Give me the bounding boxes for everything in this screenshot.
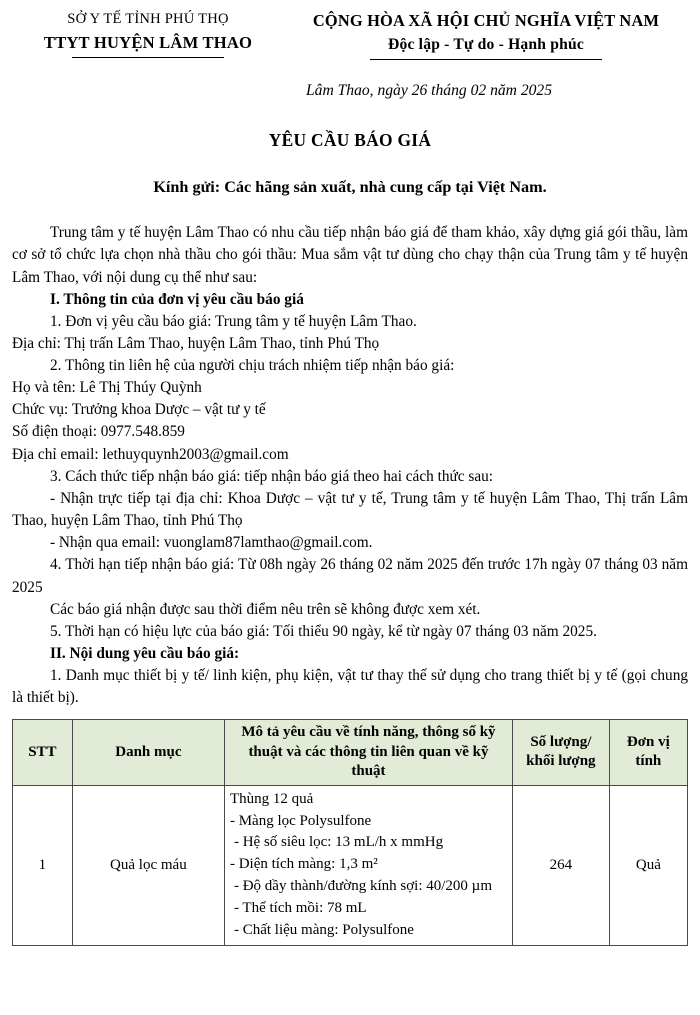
- national-title: CỘNG HÒA XÃ HỘI CHỦ NGHĨA VIỆT NAM: [312, 11, 660, 30]
- document-date-line: Lâm Thao, ngày 26 tháng 02 năm 2025: [305, 82, 553, 100]
- contact-email: Địa chỉ email: lethuyquynh2003@gmail.com: [12, 445, 289, 463]
- section-2-heading: II. Nội dung yêu cầu báo giá:: [50, 645, 240, 663]
- document-body: [0, 222, 700, 709]
- section-1-item-3-email: - Nhận qua email: vuonglam87lamthao@gmail.com.: [50, 534, 373, 552]
- table-header-row: [13, 720, 688, 786]
- section-1-item-2: 2. Thông tin liên hệ của người chịu trách nhiệm tiếp nhận báo giá:: [50, 356, 455, 374]
- spec-line: Thùng 12 quả: [229, 790, 314, 807]
- table-header-description: Mô tả yêu cầu về tính năng, thông số kỹ thuật và các thông tin liên quan về kỹ thuật: [224, 720, 512, 786]
- row-description: [224, 785, 512, 945]
- issuing-unit-name: TTYT HUYỆN LÂM THAO: [43, 32, 253, 52]
- document-masthead: [0, 0, 700, 60]
- section-1-item-1: 1. Đơn vị yêu cầu báo giá: Trung tâm y tế huyện Lâm Thao.: [50, 312, 417, 330]
- masthead-right-block: [284, 9, 688, 60]
- specification-table: [12, 719, 688, 946]
- masthead-right-underline: [370, 59, 602, 60]
- section-1-address: Địa chỉ: Thị trấn Lâm Thao, huyện Lâm Thao, tỉnh Phú Thọ: [12, 334, 380, 352]
- spec-line: - Hệ số siêu lọc: 13 mL/h x mmHg: [233, 834, 444, 851]
- table-body: [13, 785, 688, 945]
- intro-paragraph: Trung tâm y tế huyện Lâm Thao có nhu cầu tiếp nhận báo giá để tham khảo, xây dựng giá gói thầu, làm cơ sở tổ chức lựa chọn nhà thầu cho gói thầu: Mua sắm vật tư dùng cho chạy thận của Trung tâm y tế huyện Lâm Thao, với nội dung cụ thể như sau:: [12, 224, 688, 286]
- row-quantity: 264: [512, 785, 609, 945]
- row-category: Quả lọc máu: [72, 785, 224, 945]
- section-1-item-3: 3. Cách thức tiếp nhận báo giá: tiếp nhận báo giá theo hai cách thức sau:: [50, 467, 494, 485]
- contact-phone: Số điện thoại: 0977.548.859: [12, 423, 185, 441]
- document-addressee: Kính gửi: Các hãng sản xuất, nhà cung cấp tại Việt Nam.: [153, 178, 547, 197]
- table-header-stt: STT: [13, 720, 73, 786]
- contact-position: Chức vụ: Trưởng khoa Dược – vật tư y tế: [12, 401, 266, 419]
- table-row: [13, 785, 688, 945]
- section-1-item-4-note: Các báo giá nhận được sau thời điểm nêu trên sẽ không được xem xét.: [50, 600, 481, 618]
- table-header-unit: Đơn vị tính: [609, 720, 687, 786]
- table-header-quantity: Số lượng/ khối lượng: [512, 720, 609, 786]
- contact-name: Họ và tên: Lê Thị Thúy Quỳnh: [12, 379, 202, 397]
- spec-line: - Màng lọc Polysulfone: [229, 812, 372, 829]
- section-1-item-3-direct: - Nhận trực tiếp tại địa chỉ: Khoa Dược – vật tư y tế, Trung tâm y tế huyện Lâm Thao, Thị trấn Lâm Thao, huyện Lâm Thao, tỉnh Phú Thọ: [12, 489, 688, 530]
- section-1-item-4: 4. Thời hạn tiếp nhận báo giá: Từ 08h ngày 26 tháng 02 năm 2025 đến trước 17h ngày 07 tháng 03 năm 2025: [12, 556, 688, 596]
- table-header-category: Danh mục: [72, 720, 224, 786]
- section-1-heading: I. Thông tin của đơn vị yêu cầu báo giá: [50, 290, 304, 308]
- masthead-left-block: [12, 9, 284, 58]
- spec-line: - Thể tích mồi: 78 mL: [233, 900, 367, 917]
- spec-line: - Chất liệu màng: Polysulfone: [233, 922, 414, 938]
- row-unit: Quả: [609, 785, 687, 945]
- section-2-item-1: 1. Danh mục thiết bị y tế/ linh kiện, phụ kiện, vật tư thay thế sử dụng cho trang thiết bị y tế (gọi chung là thiết bị).: [12, 666, 688, 706]
- document-title: YÊU CẦU BÁO GIÁ: [268, 129, 432, 150]
- row-stt: 1: [13, 785, 73, 945]
- spec-line: - Diện tích màng: 1,3 m²: [229, 856, 378, 873]
- specification-table-wrapper: [0, 719, 700, 946]
- national-motto: Độc lập - Tự do - Hạnh phúc: [387, 36, 584, 54]
- masthead-left-underline: [72, 57, 224, 58]
- spec-line: - Độ dầy thành/đường kính sợi: 40/200 µm: [233, 878, 492, 895]
- section-1-item-5: 5. Thời hạn có hiệu lực của báo giá: Tối thiểu 90 ngày, kể từ ngày 07 tháng 03 năm 2025.: [50, 622, 597, 640]
- issuing-department-name: SỞ Y TẾ TỈNH PHÚ THỌ: [67, 11, 229, 27]
